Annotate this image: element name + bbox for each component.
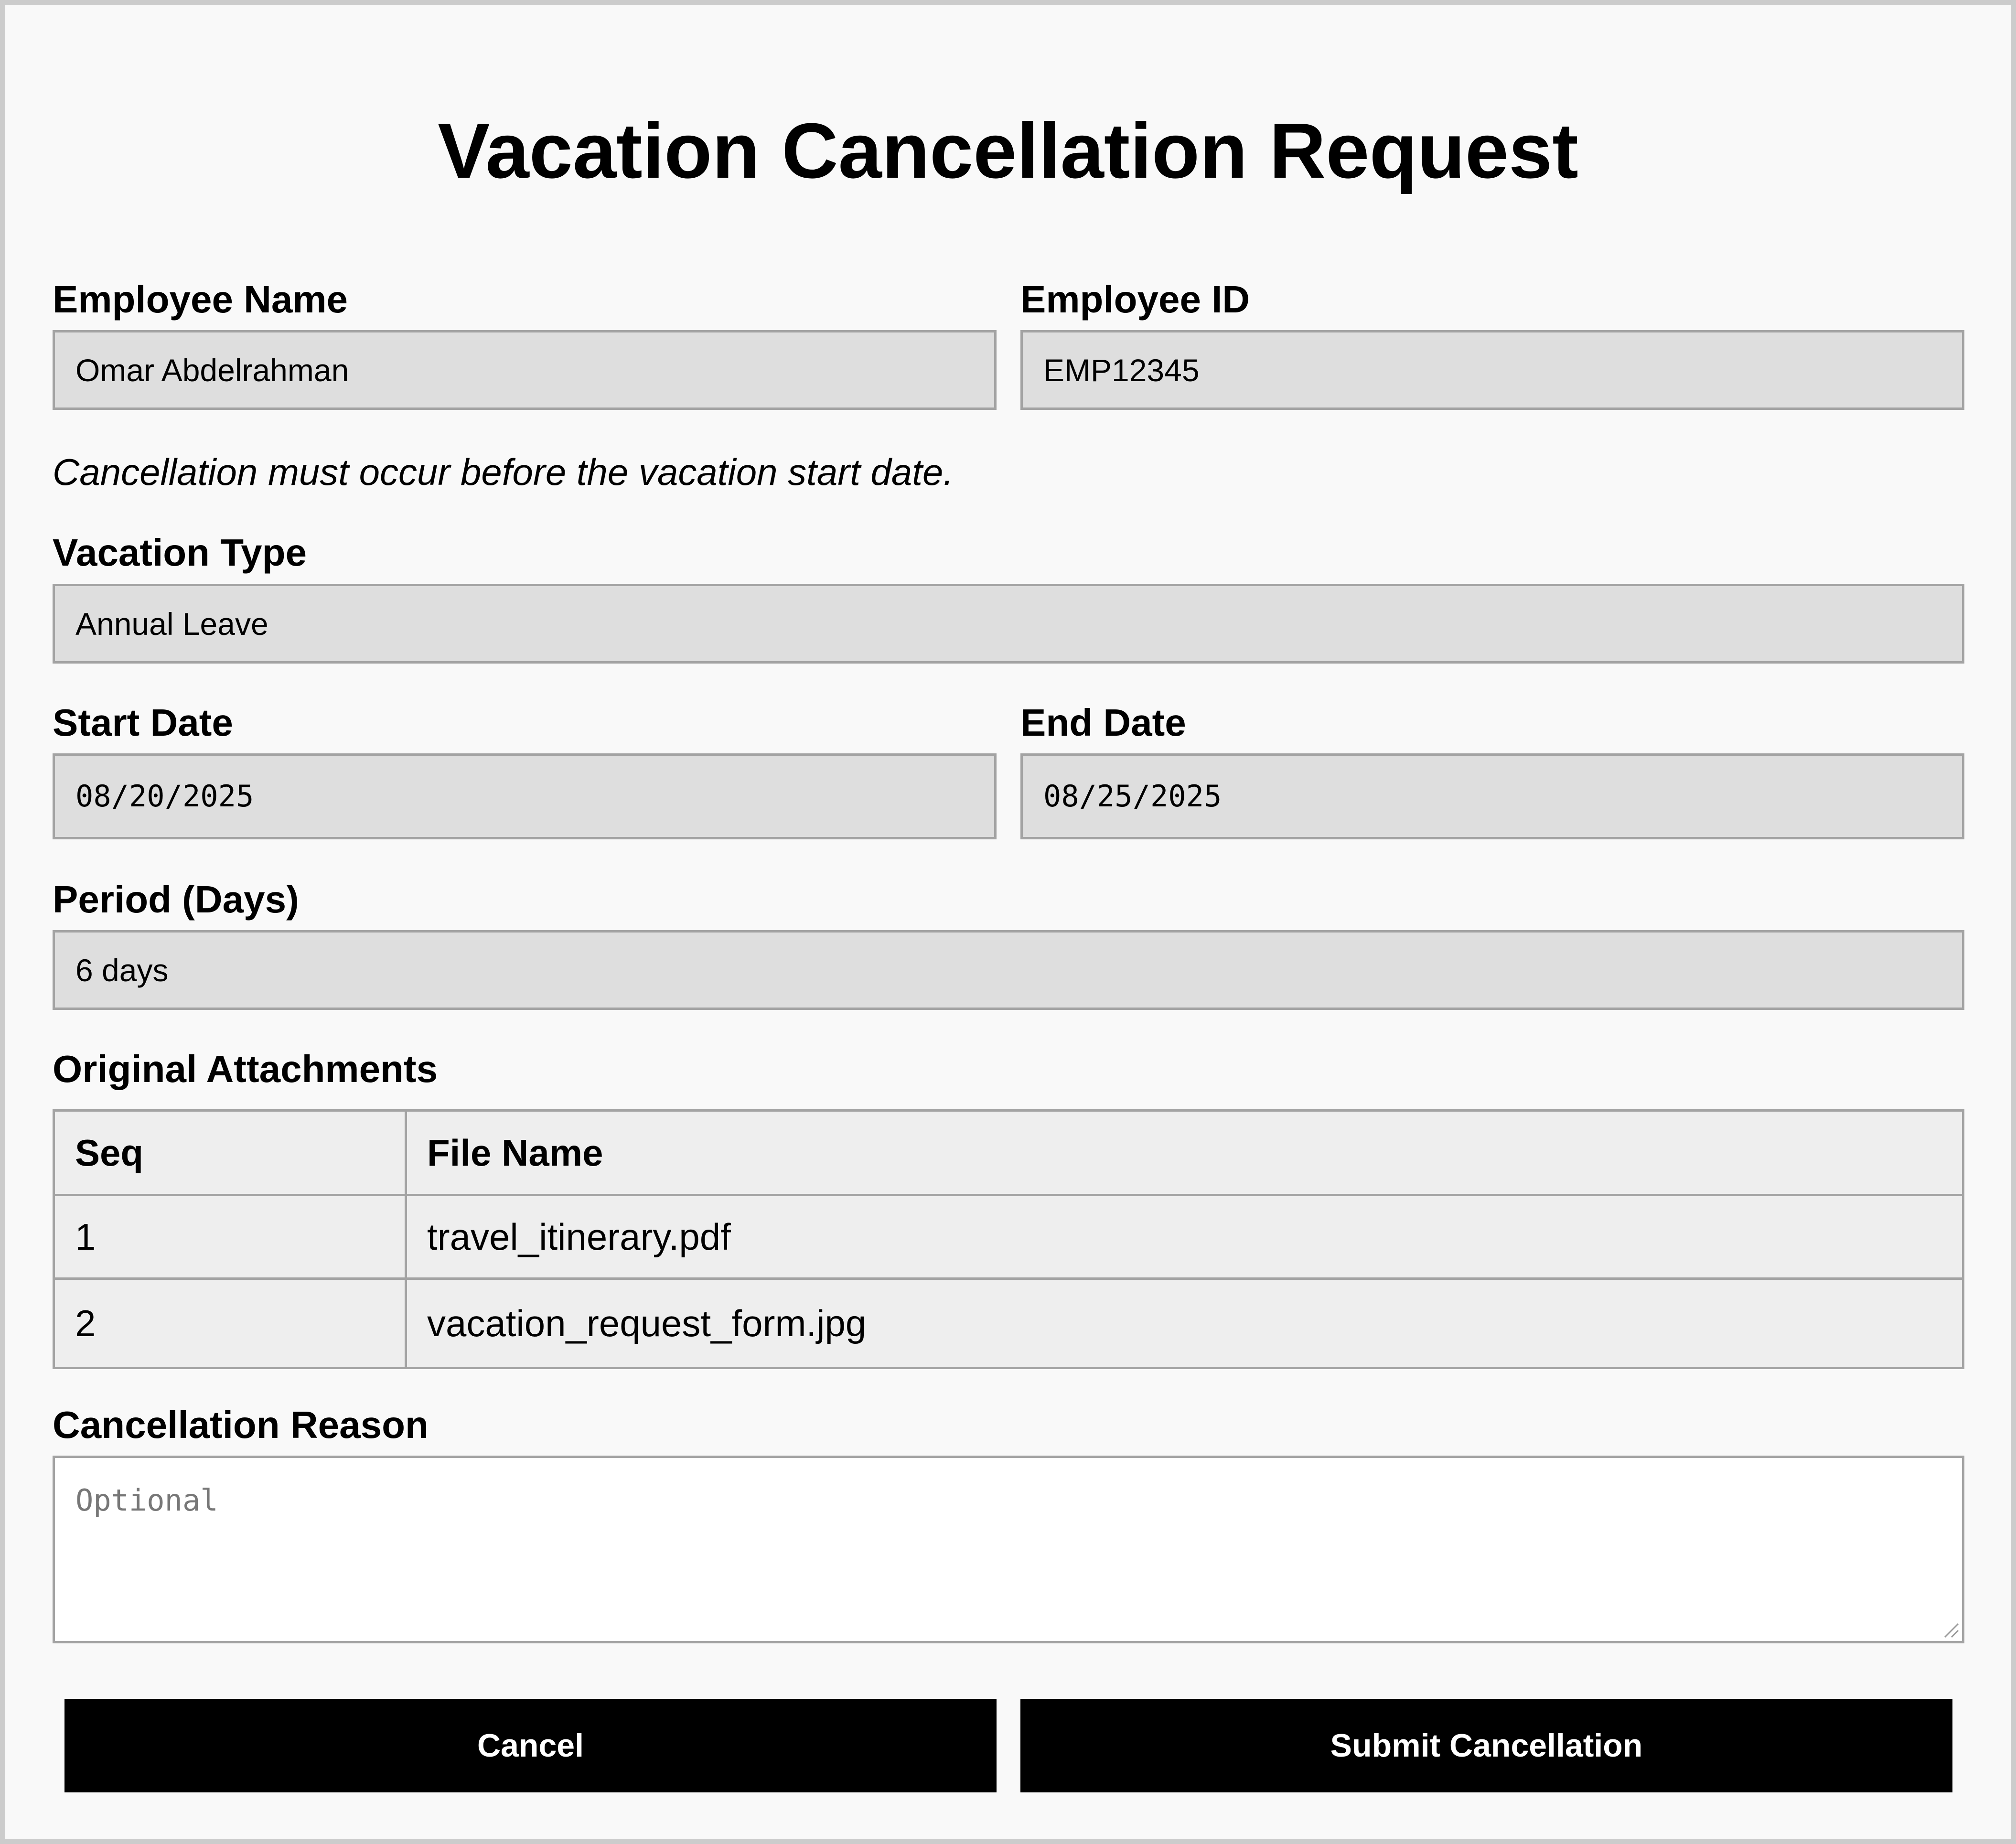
reason-placeholder: Optional [75, 1483, 218, 1518]
cancellation-reason-input[interactable] [53, 1456, 1964, 1643]
start-date-label: Start Date [53, 701, 233, 744]
end-date-label: End Date [1020, 701, 1186, 744]
start-date-field[interactable]: 08/20/2025 [53, 753, 997, 839]
vacation-type-field[interactable]: Annual Leave [53, 584, 1964, 664]
page-title: Vacation Cancellation Request [438, 107, 1578, 194]
table-row-1-seq: 1 [75, 1215, 96, 1258]
table-row-2-file: vacation_request_form.jpg [427, 1302, 867, 1344]
column-header-seq: Seq [75, 1131, 144, 1174]
employee-name-field[interactable]: Omar Abdelrahman [53, 330, 997, 410]
table-row-2-seq: 2 [75, 1302, 96, 1344]
employee-id-field[interactable]: EMP12345 [1020, 330, 1964, 410]
vacation-type-label: Vacation Type [53, 531, 307, 574]
period-label: Period (Days) [53, 878, 299, 921]
period-field[interactable]: 6 days [53, 930, 1964, 1010]
employee-name-label: Employee Name [53, 278, 348, 321]
cancel-button[interactable]: Cancel [64, 1699, 997, 1792]
resize-handle-icon[interactable] [1940, 1619, 1959, 1638]
attachments-table [53, 1109, 1964, 1369]
employee-id-label: Employee ID [1020, 278, 1250, 321]
submit-cancellation-button[interactable]: Submit Cancellation [1020, 1699, 1952, 1792]
cancellation-note: Cancellation must occur before the vacation start date. [53, 451, 954, 493]
table-row-1-file: travel_itinerary.pdf [427, 1215, 731, 1258]
attachments-label: Original Attachments [53, 1048, 438, 1090]
end-date-field[interactable]: 08/25/2025 [1020, 753, 1964, 839]
column-header-file-name: File Name [427, 1131, 603, 1174]
cancellation-reason-label: Cancellation Reason [53, 1404, 429, 1446]
